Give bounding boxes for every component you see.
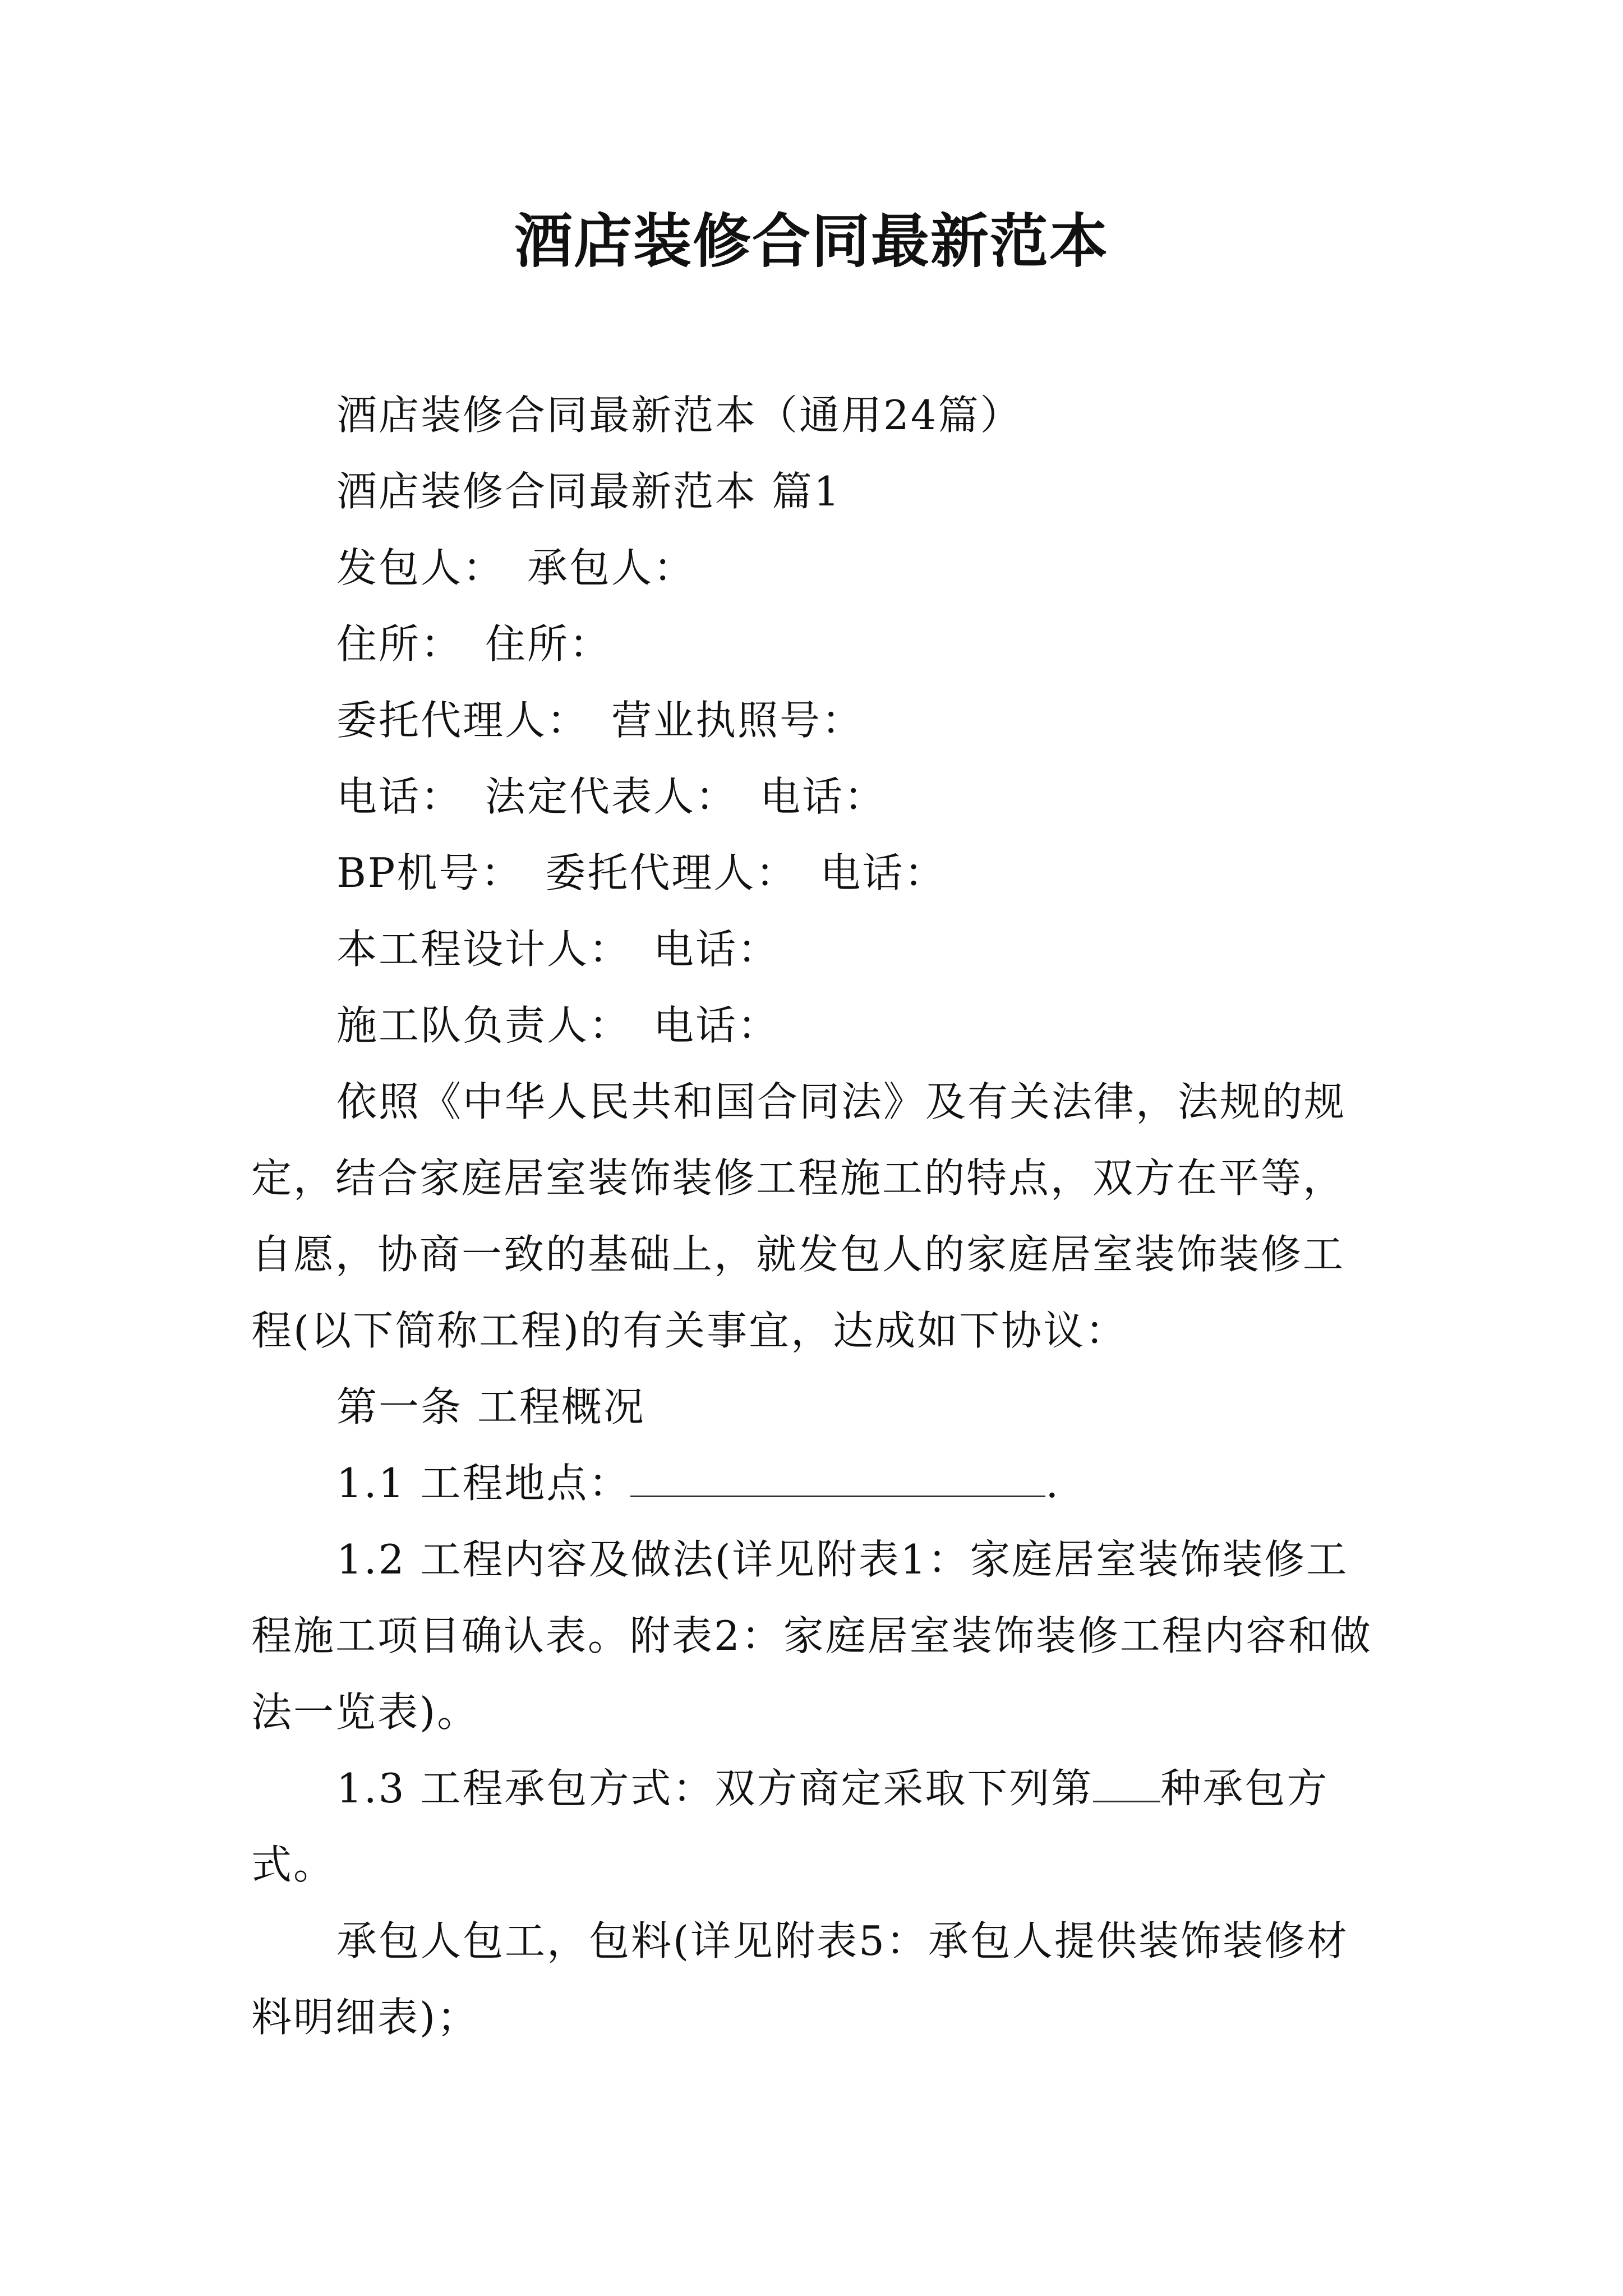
party-line — [251, 682, 1384, 758]
field-label: 委托代理人： — [545, 849, 798, 896]
clause-1-2: 1.2 工程内容及做法(详见附表1：家庭居室装饰装修工程施工项目确认表。附表2：家庭居室装饰装修工程内容和做法一览表)。 — [251, 1536, 1372, 1736]
party-line — [251, 758, 1384, 835]
field-label: 法定代表人： — [485, 773, 738, 820]
field-label: 电话： — [653, 1002, 780, 1049]
blank-line — [630, 1460, 1045, 1497]
preamble-paragraph: 依照《中华人民共和国合同法》及有关法律，法规的规定，结合家庭居室装饰装修工程施工的特点，双方在平等，自愿，协商一致的基础上，就发包人的家庭居室装饰装修工程(以下简称工程)的有关事宜，达成如下协议： — [251, 1078, 1347, 1354]
document-subtitle: 酒店装修合同最新范本（通用24篇） — [336, 392, 1022, 439]
document-title: 酒店装修合同最新范本 — [514, 206, 1109, 275]
field-label: 电话： — [653, 926, 780, 973]
field-label: 电话： — [820, 849, 947, 896]
clause-1-3 — [251, 1750, 1384, 1903]
party-line — [251, 987, 1384, 1064]
field-label: 承包人： — [527, 544, 696, 591]
party-line — [251, 530, 1384, 606]
field-label: BP机号： — [336, 849, 523, 896]
party-line — [251, 606, 1384, 682]
contract-option: 承包人包工，包料(详见附表5：承包人提供装饰装修材料明细表)； — [251, 1917, 1349, 2041]
field-label: 住所： — [485, 620, 612, 668]
field-label: 电话： — [760, 773, 887, 820]
field-label: 营业执照号： — [611, 697, 864, 744]
article-heading: 第一条 工程概况 — [336, 1383, 645, 1430]
clause-1-1 — [251, 1445, 1384, 1521]
section-heading: 酒店装修合同最新范本 篇1 — [336, 468, 841, 515]
document-body — [251, 377, 1384, 2055]
clause-label: 1.1 工程地点： — [336, 1460, 631, 1507]
clause-text: 种承包方式。 — [251, 1765, 1329, 1888]
field-label: 电话： — [336, 773, 463, 820]
field-label: 住所： — [336, 620, 463, 668]
field-label: 发包人： — [336, 544, 505, 591]
blank-line — [1093, 1765, 1160, 1802]
field-label: 本工程设计人： — [336, 926, 631, 973]
field-label: 委托代理人： — [336, 697, 589, 744]
party-line — [251, 911, 1384, 987]
clause-end: . — [1045, 1460, 1061, 1507]
party-line — [251, 835, 1384, 911]
clause-text: 1.3 工程承包方式：双方商定采取下列第 — [336, 1765, 1094, 1812]
field-label: 施工队负责人： — [336, 1002, 631, 1049]
